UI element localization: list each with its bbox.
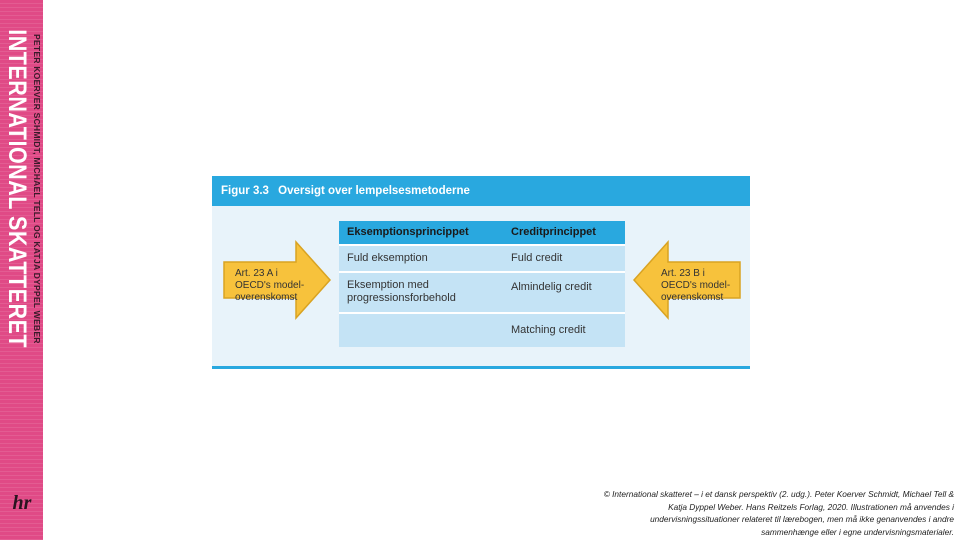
table-cell: Almindelig credit <box>511 281 592 293</box>
comparison-table <box>339 221 625 347</box>
figure-number: Figur 3.3 <box>221 185 269 197</box>
table-header-row <box>339 221 625 244</box>
figure-panel <box>212 176 750 369</box>
table-row <box>339 312 625 347</box>
spine-title: INTERNATIONAL SKATTERET <box>3 29 31 349</box>
table-cell <box>339 314 505 347</box>
table-cell: Fuld credit <box>511 252 563 264</box>
right-arrow-label: Art. 23 B i OECD's model-overenskomst <box>661 268 731 303</box>
left-arrow-label: Art. 23 A i OECD's model-overenskomst <box>235 268 305 303</box>
figure-header <box>212 176 750 206</box>
table-row <box>339 271 625 312</box>
figure-title: Oversigt over lempelsesmetoderne <box>278 185 470 197</box>
table-cell: Matching credit <box>511 324 586 336</box>
table-row <box>339 244 625 271</box>
book-spine <box>0 0 43 540</box>
publisher-logo-icon: hr <box>12 492 32 514</box>
table-cell: Eksemption med progressionsforbehold <box>347 279 456 304</box>
spine-authors: PETER KOERVER SCHMIDT, MICHAEL TELL OG KATJA DYPPEL WEBER <box>32 34 42 344</box>
table-header-cell: Eksemptionsprincippet <box>347 226 469 238</box>
spine-text <box>0 0 43 540</box>
copyright-caption: © International skatteret – i et dansk perspektiv (2. udg.). Peter Koerver Schmidt, Michael Tell & Katja Dyppel Weber. Hans Reitzels Forlag, 2020. Illustrationen må anvendes i undervisningssituationer relateret til lærebogen, men må ikke genanvendes i andre sammenhænge eller i egne undervisningsmaterialer. <box>603 489 954 537</box>
table-header-cell: Creditprincippet <box>511 226 596 238</box>
table-cell: Fuld eksemption <box>347 252 428 264</box>
